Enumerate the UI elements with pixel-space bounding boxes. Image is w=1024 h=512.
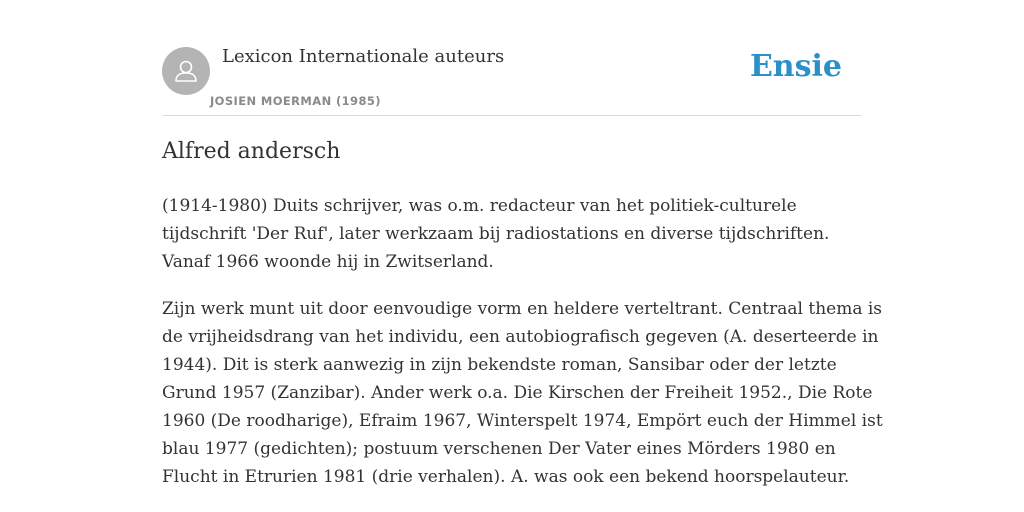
paragraph-2 (162, 295, 883, 491)
paragraph-line: Vanaf 1966 woonde hij in Zwitserland. (162, 252, 494, 272)
paragraph-line: Flucht in Etrurien 1981 (drie verhalen). A. was ook een bekend hoorspelauteur. (162, 467, 850, 487)
paragraph-line: 1960 (De roodharige), Efraim 1967, Winterspelt 1974, Empört euch der Himmel ist (162, 411, 883, 431)
paragraph-line: Grund 1957 (Zanzibar). Ander werk o.a. Die Kirschen der Freiheit 1952., Die Rote (162, 383, 873, 403)
article-title: Alfred andersch (162, 139, 341, 164)
paragraph-line: Zijn werk munt uit door eenvoudige vorm en heldere verteltrant. Centraal thema is (162, 299, 883, 319)
user-avatar-icon-svg (162, 47, 210, 95)
paragraph-1 (162, 192, 864, 276)
source-title-link[interactable]: Lexicon Internationale auteurs (222, 46, 505, 67)
paragraph-line: de vrijheidsdrang van het individu, een autobiografisch gegeven (A. deserteerde in (162, 327, 879, 347)
paragraph-line: 1944). Dit is sterk aanwezig in zijn bekendste roman, Sansibar oder der letzte (162, 355, 837, 375)
user-avatar-icon[interactable] (162, 47, 210, 95)
author-line[interactable]: JOSIEN MOERMAN (1985) (210, 94, 381, 108)
article-body (162, 192, 883, 491)
paragraph-line: tijdschrift 'Der Ruf', later werkzaam bij radiostations en diverse tijdschriften. (162, 224, 830, 244)
paragraph-line: (1914-1980) Duits schrijver, was o.m. redacteur van het politiek-culturele (162, 196, 797, 216)
source-header (162, 44, 862, 116)
paragraph-line: blau 1977 (gedichten); postuum verschenen Der Vater eines Mörders 1980 en (162, 439, 836, 459)
brand-logo[interactable]: Ensie (749, 49, 842, 84)
